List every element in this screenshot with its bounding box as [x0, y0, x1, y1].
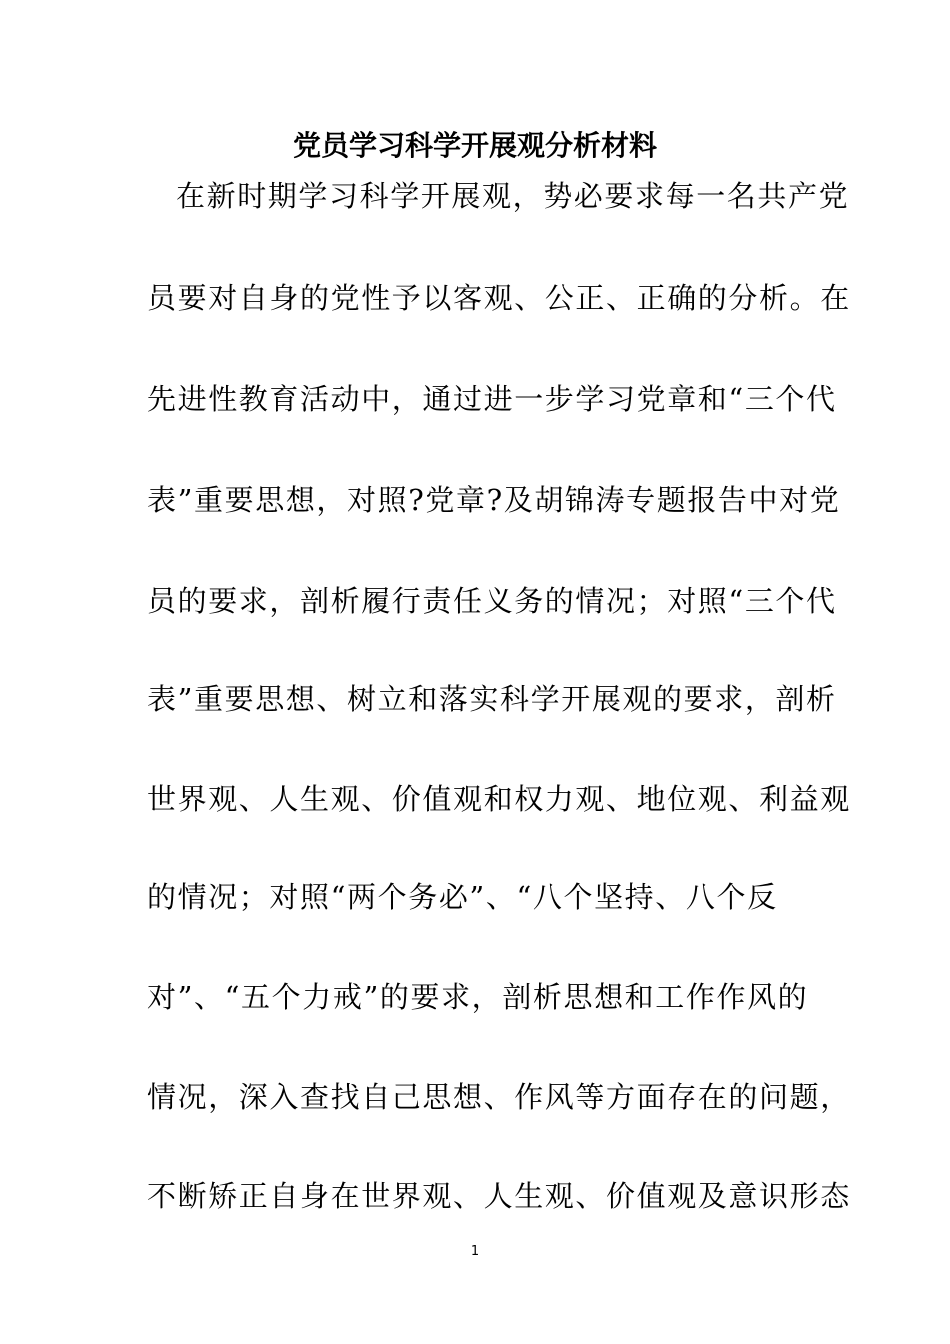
body-line-4: 表”重要思想，对照?党章?及胡锦涛专题报告中对党: [147, 483, 841, 517]
body-line-11: 不断矫正自身在世界观、人生观、价值观及意识形态: [147, 1179, 851, 1213]
document-title: 党员学习科学开展观分析材料: [292, 129, 657, 162]
body-line-2: 员要对自身的党性予以客观、公正、正确的分析。在: [147, 281, 851, 315]
body-line-1: 在新时期学习科学开展观，势必要求每一名共产党: [176, 179, 850, 213]
body-line-7: 世界观、人生观、价值观和权力观、地位观、利益观: [147, 782, 851, 816]
body-line-3: 先进性教育活动中，通过进一步学习党章和“三个代: [147, 382, 837, 416]
body-line-5: 员的要求，剖析履行责任义务的情况；对照“三个代: [147, 584, 837, 618]
page-number: 1: [470, 1244, 480, 1259]
body-line-6: 表”重要思想、树立和落实科学开展观的要求，剖析: [147, 682, 837, 716]
body-line-8: 的情况；对照“两个务必”、“八个坚持、八个反: [147, 880, 778, 914]
body-line-9: 对”、“五个力戒”的要求，剖析思想和工作作风的: [147, 980, 809, 1014]
body-line-10: 情况，深入查找自己思想、作风等方面存在的问题，: [147, 1080, 851, 1114]
